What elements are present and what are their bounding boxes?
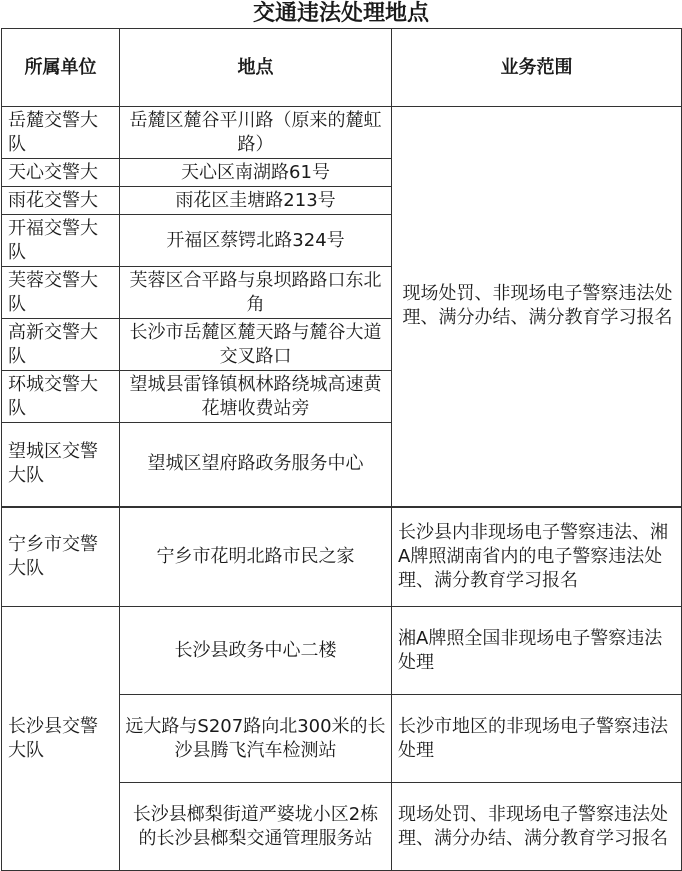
unit-cell: 开福交警大队	[2, 215, 120, 267]
unit-cell: 宁乡市交警大队	[2, 507, 120, 607]
header-unit: 所属单位	[2, 29, 120, 107]
unit-cell: 长沙县交警大队	[2, 607, 120, 871]
location-cell: 长沙县政务中心二楼	[120, 607, 392, 695]
location-cell: 天心区南湖路61号	[120, 159, 392, 187]
location-cell: 芙蓉区合平路与泉坝路路口东北角	[120, 267, 392, 319]
locations-table	[1, 28, 682, 871]
location-cell: 望城县雷锋镇枫林路绕城高速黄花塘收费站旁	[120, 371, 392, 423]
location-cell: 长沙县榔梨街道严婆垅小区2栋的长沙县榔梨交通管理服务站	[120, 783, 392, 871]
scope-cell: 现场处罚、非现场电子警察违法处理、满分办结、满分教育学习报名	[392, 783, 682, 871]
location-cell: 开福区蔡锷北路324号	[120, 215, 392, 267]
shared-scope-cell: 现场处罚、非现场电子警察违法处理、满分办结、满分教育学习报名	[392, 107, 682, 507]
unit-cell: 天心交警大	[2, 159, 120, 187]
table-row	[2, 607, 682, 695]
location-cell: 岳麓区麓谷平川路（原来的麓虹路）	[120, 107, 392, 159]
scope-cell: 长沙市地区的非现场电子警察违法处理	[392, 695, 682, 783]
unit-cell: 雨花交警大	[2, 187, 120, 215]
unit-cell: 芙蓉交警大队	[2, 267, 120, 319]
location-cell: 宁乡市花明北路市民之家	[120, 507, 392, 607]
scope-cell: 长沙县内非现场电子警察违法、湘A牌照湖南省内的电子警察违法处理、满分教育学习报名	[392, 507, 682, 607]
unit-cell: 环城交警大队	[2, 371, 120, 423]
location-cell: 长沙市岳麓区麓天路与麓谷大道交叉路口	[120, 319, 392, 371]
unit-cell: 望城区交警大队	[2, 423, 120, 507]
header-scope: 业务范围	[392, 29, 682, 107]
table-row	[2, 107, 682, 159]
unit-cell: 岳麓交警大队	[2, 107, 120, 159]
scope-cell: 湘A牌照全国非现场电子警察违法处理	[392, 607, 682, 695]
page-title: 交通违法处理地点	[252, 1, 429, 26]
location-cell: 望城区望府路政务服务中心	[120, 423, 392, 507]
table-header-row	[2, 29, 682, 107]
location-cell: 雨花区圭塘路213号	[120, 187, 392, 215]
location-cell: 远大路与S207路向北300米的长沙县腾飞汽车检测站	[120, 695, 392, 783]
unit-cell: 高新交警大队	[2, 319, 120, 371]
header-location: 地点	[120, 29, 392, 107]
table-row	[2, 507, 682, 607]
